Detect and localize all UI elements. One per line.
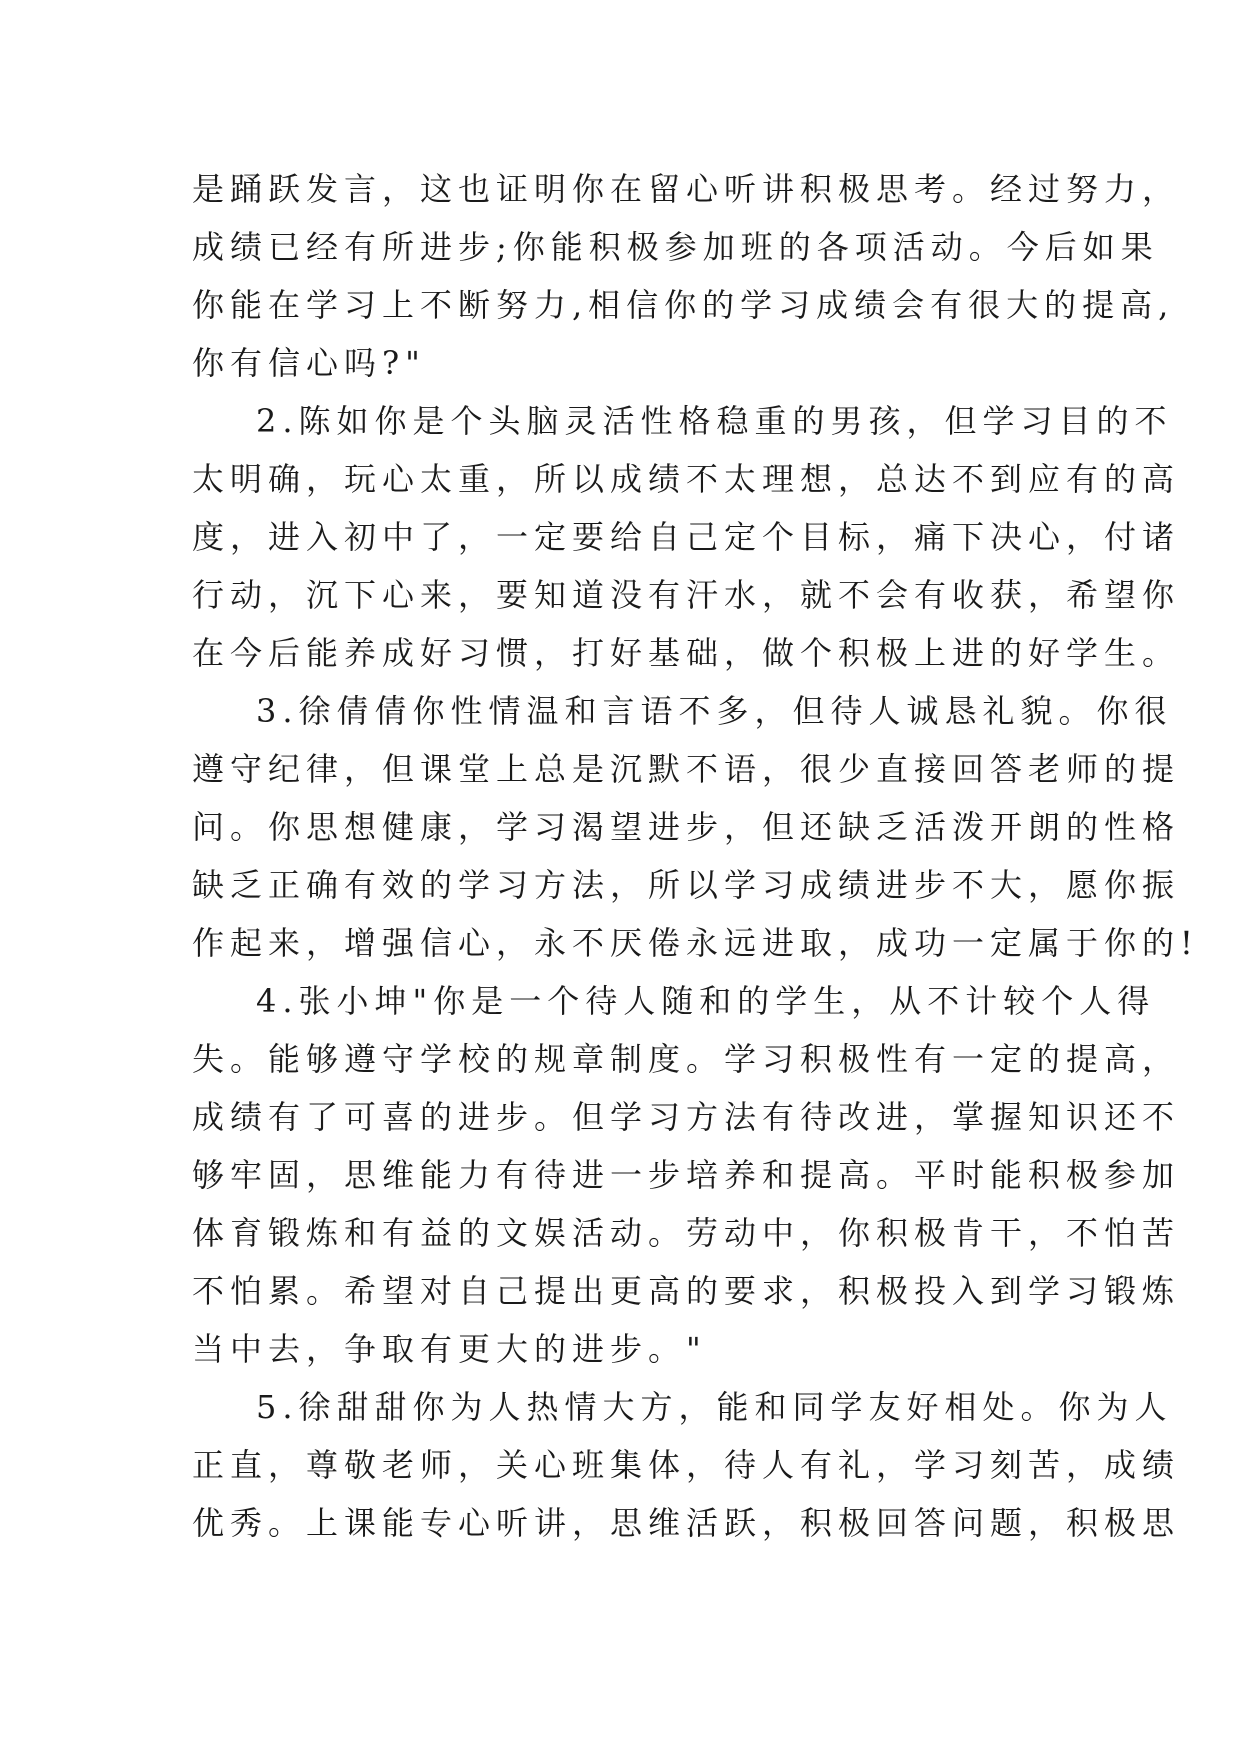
paragraph-start-line: 2.陈如你是个头脑灵活性格稳重的男孩，但学习目的不	[256, 402, 1173, 440]
text-line: 缺乏正确有效的学习方法，所以学习成绩进步不大，愿你振	[192, 866, 1181, 904]
text-line: 太明确，玩心太重，所以成绩不太理想，总达不到应有的高	[192, 460, 1181, 498]
text-line: 遵守纪律，但课堂上总是沉默不语，很少直接回答老师的提	[192, 750, 1181, 788]
text-line: 你有信心吗?"	[192, 344, 426, 382]
text-line: 够牢固，思维能力有待进一步培养和提高。平时能积极参加	[192, 1156, 1181, 1194]
text-line: 行动，沉下心来，要知道没有汗水，就不会有收获，希望你	[192, 576, 1181, 614]
paragraph-start-line: 5.徐甜甜你为人热情大方，能和同学友好相处。你为人	[256, 1388, 1173, 1426]
text-line: 当中去，争取有更大的进步。"	[192, 1330, 707, 1368]
text-line: 体育锻炼和有益的文娱活动。劳动中，你积极肯干，不怕苦	[192, 1214, 1181, 1252]
document-body	[192, 160, 1199, 1552]
text-line: 问。你思想健康，学习渴望进步，但还缺乏活泼开朗的性格	[192, 808, 1181, 846]
text-line: 作起来，增强信心，永不厌倦永远进取，成功一定属于你的!	[192, 924, 1199, 962]
text-line: 在今后能养成好习惯，打好基础，做个积极上进的好学生。	[192, 634, 1181, 672]
paragraph-start-line: 3.徐倩倩你性情温和言语不多，但待人诚恳礼貌。你很	[256, 692, 1173, 730]
text-line: 不怕累。希望对自己提出更高的要求，积极投入到学习锻炼	[192, 1272, 1181, 1310]
text-line: 成绩已经有所进步;你能积极参加班的各项活动。今后如果	[192, 228, 1159, 266]
text-line: 正直，尊敬老师，关心班集体，待人有礼，学习刻苦，成绩	[192, 1446, 1181, 1484]
text-line: 优秀。上课能专心听讲，思维活跃，积极回答问题，积极思	[192, 1504, 1181, 1542]
text-line: 是踊跃发言，这也证明你在留心听讲积极思考。经过努力，	[192, 170, 1181, 208]
text-line: 失。能够遵守学校的规章制度。学习积极性有一定的提高，	[192, 1040, 1181, 1078]
text-line: 成绩有了可喜的进步。但学习方法有待改进，掌握知识还不	[192, 1098, 1181, 1136]
paragraph-start-line: 4.张小坤"你是一个待人随和的学生，从不计较个人得	[256, 982, 1156, 1020]
text-line: 度，进入初中了，一定要给自己定个目标，痛下决心，付诸	[192, 518, 1181, 556]
text-line: 你能在学习上不断努力,相信你的学习成绩会有很大的提高,	[192, 286, 1175, 324]
